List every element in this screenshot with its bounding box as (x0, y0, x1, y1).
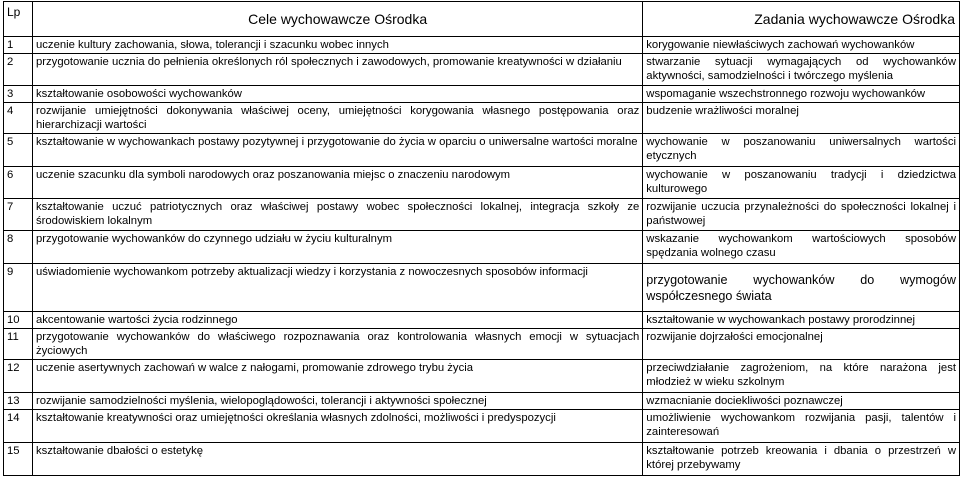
table-row (4, 393, 960, 410)
goal-cell: rozwijanie umiejętności dokonywania właściwej oceny, umiejętności korygowania własnego postępowania oraz hierarchizacji wartości (32, 103, 642, 134)
table-row (4, 199, 960, 231)
row-number: 6 (4, 167, 33, 199)
row-number: 13 (4, 393, 33, 410)
row-number: 2 (4, 54, 33, 86)
row-number: 7 (4, 199, 33, 231)
row-number: 1 (4, 37, 33, 54)
table-row (4, 231, 960, 264)
goal-cell: uczenie kultury zachowania, słowa, tolerancji i szacunku wobec innych (32, 37, 642, 54)
task-cell: wspomaganie wszechstronnego rozwoju wychowanków (643, 86, 960, 103)
goal-cell: rozwijanie samodzielności myślenia, wielopoglądowości, tolerancji i aktywności społecznej (32, 393, 642, 410)
table-row (4, 329, 960, 360)
row-number: 9 (4, 264, 33, 312)
row-number: 4 (4, 103, 33, 134)
goal-cell: uświadomienie wychowankom potrzeby aktualizacji wiedzy i korzystania z nowoczesnych sposobów informacji (32, 264, 642, 312)
goal-cell: kształtowanie w wychowankach postawy pozytywnej i przygotowanie do życia w oparciu o uniwersalne wartości moralne (32, 134, 642, 167)
goal-cell: uczenie asertywnych zachowań w walce z nałogami, promowanie zdrowego trybu życia (32, 360, 642, 393)
goal-cell: kształtowanie uczuć patriotycznych oraz właściwej postawy wobec społeczności lokalnej, integracja szkoły ze środowiskiem lokalnym (32, 199, 642, 231)
row-number: 12 (4, 360, 33, 393)
goal-cell: kształtowanie kreatywności oraz umiejętności określania własnych zdolności, możliwości i predyspozycji (32, 410, 642, 443)
table-header-row (4, 2, 960, 37)
table-row (4, 37, 960, 54)
row-number: 10 (4, 312, 33, 329)
task-cell: wskazanie wychowankom wartościowych sposobów spędzania wolnego czasu (643, 231, 960, 264)
task-cell: rozwijanie dojrzałości emocjonalnej (643, 329, 960, 360)
document-page (3, 1, 960, 476)
task-cell: korygowanie niewłaściwych zachowań wychowanków (643, 37, 960, 54)
row-number: 5 (4, 134, 33, 167)
task-cell: rozwijanie uczucia przynależności do społeczności lokalnej i państwowej (643, 199, 960, 231)
goal-cell: kształtowanie osobowości wychowanków (32, 86, 642, 103)
table-row (4, 86, 960, 103)
task-cell: stwarzanie sytuacji wymagających od wychowanków aktywności, samodzielności i twórczego myślenia (643, 54, 960, 86)
task-cell: kształtowanie potrzeb kreowania i dbania o przestrzeń w której przebywamy (643, 443, 960, 476)
goal-cell: przygotowanie ucznia do pełnienia określonych ról społecznych i zawodowych, promowanie kreatywności w działaniu (32, 54, 642, 86)
table-row (4, 312, 960, 329)
row-number: 11 (4, 329, 33, 360)
header-tasks: Zadania wychowawcze Ośrodka (643, 2, 960, 37)
row-number: 3 (4, 86, 33, 103)
table-row (4, 410, 960, 443)
table-row (4, 103, 960, 134)
task-cell: przygotowanie wychowanków do wymogów współczesnego świata (643, 264, 960, 312)
task-cell: wychowanie w poszanowaniu uniwersalnych wartości etycznych (643, 134, 960, 167)
header-goals: Cele wychowawcze Ośrodka (32, 2, 642, 37)
task-cell: budzenie wrażliwości moralnej (643, 103, 960, 134)
table-row (4, 360, 960, 393)
table-row (4, 167, 960, 199)
goal-cell: kształtowanie dbałości o estetykę (32, 443, 642, 476)
task-cell: umożliwienie wychowankom rozwijania pasji, talentów i zainteresowań (643, 410, 960, 443)
row-number: 15 (4, 443, 33, 476)
task-cell: wychowanie w poszanowaniu tradycji i dziedzictwa kulturowego (643, 167, 960, 199)
table-row (4, 134, 960, 167)
table-row (4, 54, 960, 86)
goal-cell: przygotowanie wychowanków do czynnego udziału w życiu kulturalnym (32, 231, 642, 264)
row-number: 8 (4, 231, 33, 264)
educational-goals-table (3, 1, 960, 476)
goal-cell: akcentowanie wartości życia rodzinnego (32, 312, 642, 329)
table-row (4, 443, 960, 476)
goal-cell: przygotowanie wychowanków do właściwego rozpoznawania oraz kontrolowania własnych emocji w sytuacjach życiowych (32, 329, 642, 360)
task-cell: wzmacnianie dociekliwości poznawczej (643, 393, 960, 410)
goal-cell: uczenie szacunku dla symboli narodowych oraz poszanowania miejsc o znaczeniu narodowym (32, 167, 642, 199)
task-cell: kształtowanie w wychowankach postawy prorodzinnej (643, 312, 960, 329)
table-row (4, 264, 960, 312)
task-cell: przeciwdziałanie zagrożeniom, na które narażona jest młodzież w wieku szkolnym (643, 360, 960, 393)
row-number: 14 (4, 410, 33, 443)
header-lp: Lp (4, 2, 33, 37)
